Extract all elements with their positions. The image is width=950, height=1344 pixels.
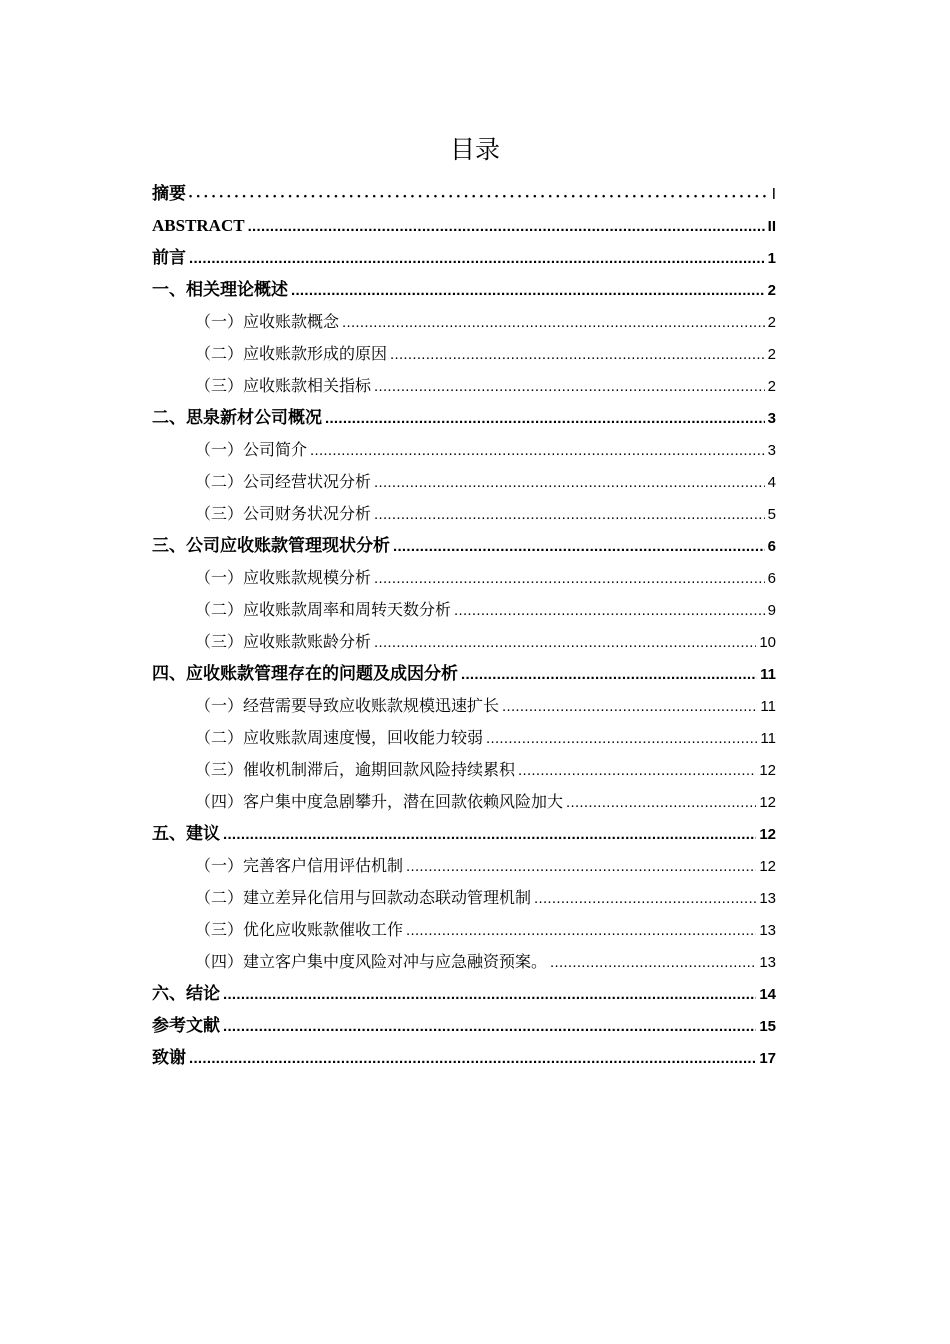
toc-entry-page-number: 3 <box>767 442 776 459</box>
toc-entry-page-number: 2 <box>767 378 776 395</box>
toc-entry-number: （二） <box>195 344 244 363</box>
toc-entry-page-number: 13 <box>759 890 776 907</box>
toc-leader-dots <box>310 434 765 467</box>
toc-leader-dots <box>374 562 765 595</box>
toc-entry-section[interactable] <box>152 690 776 722</box>
toc-leader-dots <box>454 594 765 627</box>
toc-entry-title: 建立客户集中度风险对冲与应急融资预案。 <box>243 952 548 971</box>
toc-leader-dots <box>534 882 756 915</box>
toc-entry-page-number: Ⅰ <box>771 186 776 203</box>
toc-entry-title: 建立差异化信用与回款动态联动管理机制 <box>243 888 532 907</box>
toc-leader-dots <box>566 786 756 819</box>
toc-entry-number: （二） <box>195 600 244 619</box>
toc-leader-dots <box>374 370 765 403</box>
toc-entry-page-number: 2 <box>767 314 776 331</box>
toc-entry-title: 完善客户信用评估机制 <box>243 856 404 875</box>
toc-entry-page-number: 5 <box>767 506 776 523</box>
toc-leader-dots <box>550 946 756 979</box>
toc-entry-title: 公司经营状况分析 <box>243 472 372 491</box>
toc-entry-title: 前言 <box>152 248 186 268</box>
toc-entry-page-number: 12 <box>759 858 776 875</box>
toc-leader-dots <box>189 242 765 275</box>
toc-entry-page-number: 13 <box>759 954 776 971</box>
toc-entry-page-number: 12 <box>759 826 776 843</box>
toc-entry-section[interactable] <box>152 498 776 530</box>
page-title: 目录 <box>449 134 500 164</box>
toc-entry-page-number: 14 <box>759 986 776 1003</box>
toc-entry-title: 六、结论 <box>152 984 220 1004</box>
toc-entry-page-number: 6 <box>767 538 776 555</box>
toc-entry-title: 公司财务状况分析 <box>243 504 372 523</box>
toc-entry-section[interactable] <box>152 338 776 370</box>
toc-entry-page-number: 17 <box>759 1050 776 1067</box>
toc-entry-number: （一） <box>195 696 244 715</box>
table-of-contents <box>152 178 776 1074</box>
toc-entry-section[interactable] <box>152 562 776 594</box>
toc-leader-dots <box>291 274 765 307</box>
toc-entry-page-number: II <box>767 218 776 235</box>
toc-entry-section[interactable] <box>152 626 776 658</box>
toc-entry-title: 参考文献 <box>152 1016 220 1036</box>
toc-entry-title: 客户集中度急剧攀升，潜在回款依赖风险加大 <box>243 792 564 811</box>
toc-entry-page-number: 12 <box>759 762 776 779</box>
toc-entry-number: （三） <box>195 632 244 651</box>
toc-entry-chapter[interactable] <box>152 1042 776 1074</box>
toc-leader-dots <box>325 402 765 435</box>
toc-entry-title: 经营需要导致应收账款规模迅速扩长 <box>243 696 500 715</box>
toc-entry-title: 三、公司应收账款管理现状分析 <box>152 536 390 556</box>
toc-entry-chapter[interactable] <box>152 530 776 562</box>
toc-leader-dots <box>223 818 756 851</box>
toc-entry-title: 应收账款周率和周转天数分析 <box>243 600 452 619</box>
toc-leader-dots <box>248 210 765 243</box>
toc-entry-chapter[interactable] <box>152 978 776 1010</box>
toc-entry-title: 应收账款概念 <box>243 312 340 331</box>
toc-entry-chapter[interactable] <box>152 402 776 434</box>
toc-leader-dots <box>518 754 756 787</box>
toc-entry-title: 应收账款形成的原因 <box>243 344 388 363</box>
toc-leader-dots <box>461 658 757 691</box>
toc-entry-section[interactable] <box>152 946 776 978</box>
toc-entry-chapter[interactable] <box>152 658 776 690</box>
toc-entry-page-number: 4 <box>767 474 776 491</box>
toc-entry-page-number: 12 <box>759 794 776 811</box>
toc-entry-section[interactable] <box>152 594 776 626</box>
toc-leader-dots <box>223 978 756 1011</box>
toc-entry-title: 应收账款相关指标 <box>243 376 372 395</box>
toc-entry-page-number: 13 <box>759 922 776 939</box>
toc-entry-section[interactable] <box>152 914 776 946</box>
toc-entry-title: 一、相关理论概述 <box>152 280 288 300</box>
toc-entry-section[interactable] <box>152 466 776 498</box>
toc-entry-chapter[interactable] <box>152 1010 776 1042</box>
toc-entry-page-number: 6 <box>767 570 776 587</box>
toc-entry-number: （三） <box>195 760 244 779</box>
toc-entry-number: （二） <box>195 472 244 491</box>
toc-entry-page-number: 1 <box>767 250 776 267</box>
toc-leader-dots <box>406 914 756 947</box>
toc-entry-page-number: 2 <box>767 282 776 299</box>
toc-entry-title: 公司简介 <box>243 440 308 459</box>
toc-entry-title: 应收账款账龄分析 <box>243 632 372 651</box>
toc-entry-chapter[interactable] <box>152 178 776 210</box>
toc-entry-page-number: 11 <box>760 666 776 683</box>
toc-entry-page-number: 15 <box>759 1018 776 1035</box>
toc-entry-chapter[interactable] <box>152 210 776 242</box>
toc-entry-page-number: 11 <box>760 698 776 715</box>
toc-entry-page-number: 11 <box>760 730 776 747</box>
toc-entry-chapter[interactable] <box>152 242 776 274</box>
toc-entry-page-number: 9 <box>767 602 776 619</box>
toc-leader-dots <box>406 850 756 883</box>
toc-entry-section[interactable] <box>152 850 776 882</box>
toc-entry-chapter[interactable] <box>152 274 776 306</box>
toc-entry-number: （一） <box>195 312 244 331</box>
toc-leader-dots <box>223 1010 756 1043</box>
toc-entry-title: 四、应收账款管理存在的问题及成因分析 <box>152 664 458 684</box>
toc-leader-dots <box>374 626 756 659</box>
toc-entry-number: （一） <box>195 568 244 587</box>
toc-entry-number: （二） <box>195 728 244 747</box>
toc-entry-section[interactable] <box>152 306 776 338</box>
toc-entry-section[interactable] <box>152 754 776 786</box>
toc-leader-dots <box>393 530 765 563</box>
toc-leader-dots <box>189 178 769 212</box>
toc-entry-number: （一） <box>195 856 244 875</box>
toc-entry-title: 优化应收账款催收工作 <box>243 920 404 939</box>
toc-leader-dots <box>390 338 765 371</box>
toc-entry-section[interactable] <box>152 722 776 754</box>
toc-entry-number: （二） <box>195 888 244 907</box>
toc-entry-number: （三） <box>195 376 244 395</box>
toc-entry-section[interactable] <box>152 786 776 818</box>
toc-entry-title: 摘要 <box>152 184 186 204</box>
toc-entry-title: 应收账款规模分析 <box>243 568 372 587</box>
toc-entry-chapter[interactable] <box>152 818 776 850</box>
toc-leader-dots <box>486 722 757 755</box>
toc-entry-section[interactable] <box>152 370 776 402</box>
toc-entry-title: 致谢 <box>152 1048 186 1068</box>
toc-entry-section[interactable] <box>152 434 776 466</box>
toc-leader-dots <box>502 690 757 723</box>
toc-entry-title: 二、思泉新材公司概况 <box>152 408 322 428</box>
toc-entry-number: （一） <box>195 440 244 459</box>
toc-entry-section[interactable] <box>152 882 776 914</box>
toc-leader-dots <box>374 498 765 531</box>
toc-entry-page-number: 10 <box>759 634 776 651</box>
toc-entry-title: 应收账款周速度慢，回收能力较弱 <box>243 728 484 747</box>
toc-entry-number: （三） <box>195 504 244 523</box>
toc-entry-title: ABSTRACT <box>152 216 245 235</box>
toc-entry-page-number: 3 <box>767 410 776 427</box>
toc-leader-dots <box>342 306 765 339</box>
toc-entry-number: （四） <box>195 792 244 811</box>
toc-leader-dots <box>374 466 765 499</box>
toc-entry-number: （三） <box>195 920 244 939</box>
toc-entry-title: 五、建议 <box>152 824 220 844</box>
toc-leader-dots <box>189 1042 756 1075</box>
toc-entry-page-number: 2 <box>767 346 776 363</box>
toc-entry-number: （四） <box>195 952 244 971</box>
toc-entry-title: 催收机制滞后，逾期回款风险持续累积 <box>243 760 516 779</box>
